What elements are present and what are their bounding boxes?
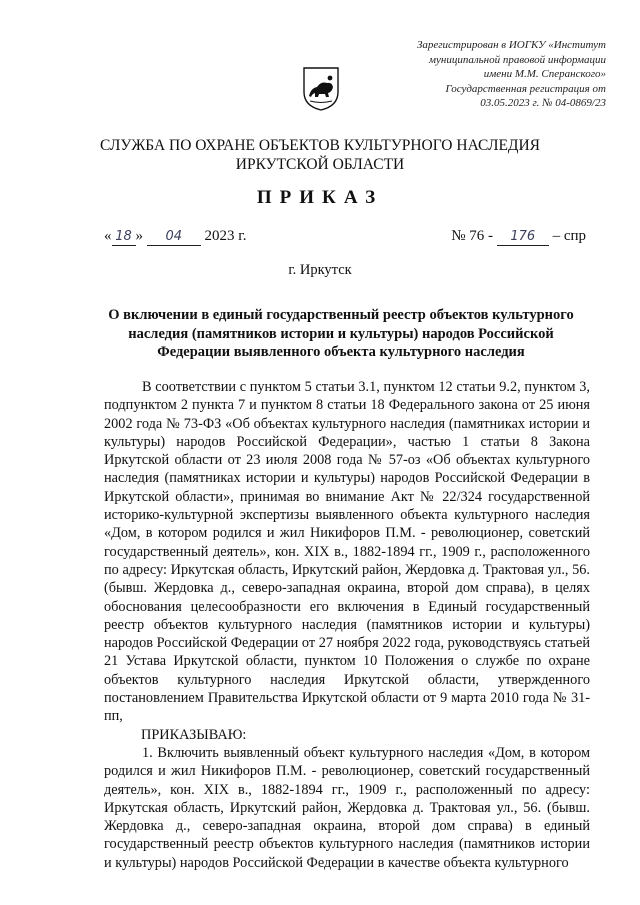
date-year: 2023 г. [204,228,247,244]
registration-line: Государственная регистрация от [445,82,606,95]
coat-of-arms-icon [302,66,340,112]
date-month: 04 [165,229,183,244]
document-number [451,228,586,246]
number-suffix: – спр [552,228,586,244]
org-line: ИРКУТСКОЙ ОБЛАСТИ [235,156,405,173]
organization-name [0,136,640,174]
quote-open: « [104,228,112,244]
registration-stamp [391,38,606,111]
number-prefix: № 76 - [451,228,494,244]
number-value: 176 [510,229,536,244]
registration-line: 03.05.2023 г. № 04-0869/23 [480,97,606,109]
document-body [104,378,590,872]
city: г. Иркутск [288,262,352,278]
document-title: О включении в единый государственный реестр объектов культурного наследия (памятников истории и культуры) народов Российской Федерации выявленного объекта культурного наследия [108,307,574,360]
document-type: ПРИКАЗ [256,187,384,208]
registration-line: Зарегистрирован в ИОГКУ «Институт [416,39,606,51]
registration-line: имени М.М. Сперанского» [483,68,606,80]
order-word: ПРИКАЗЫВАЮ: [141,726,247,743]
date-day: 18 [115,229,132,244]
document-date [104,228,246,246]
registration-line: муниципальной правовой информации [429,53,606,66]
quote-close: » [135,228,143,244]
preamble-paragraph: В соответствии с пунктом 5 статьи 3.1, пунктом 12 статьи 9.2, пунктом 3, подпунктом 2 пункта 7 и пунктом 8 статьи 18 Федерального закона от 25 июня 2002 года № 73-ФЗ «Об объектах культурного наследия (памятниках истории и культуры) народов Российской Федерации», частью 1 статьи 8 Закона Иркутской области от 23 июля 2008 года № 57-оз «Об объектах культурного наследия (памятниках истории и культуры) народов Российской Федерации в Иркутской области», принимая во внимание Акт № 22/324 государственной историко-культурной экспертизы выявленного объекта культурного наследия «Дом, в котором родился и жил Никифоров П.М. - революционер, советский государственный деятель», кон. XIX в., 1882-1894 гг., 1909 г., расположенного по адресу: Иркутская область, Иркутский район, Жердовка д. Трактовая ул., 56. (бывш. Жердовка д., северо-западная окраина, второй дом справа), в целях обоснования целесообразности его включения в Единый государственный реестр объектов культурного наследия (памятников истории и культуры) народов Российской Федерации от 27 ноября 2022 года, руководствуясь статьей 21 Устава Иркутской области, пунктом 10 Положения о службе по охране объектов культурного наследия Иркутской области, утвержденного постановлением Правительства Иркутской области от 9 марта 2010 года № 31-пп, [104,379,590,725]
org-line: СЛУЖБА ПО ОХРАНЕ ОБЪЕКТОВ КУЛЬТУРНОГО НАСЛЕДИЯ [99,137,541,154]
order-item-1: 1. Включить выявленный объект культурного наследия «Дом, в котором родился и жил Никифоров П.М. - революционер, советский государственный деятель», кон. XIX в., 1882-1894 гг., 1909 г., расположенный по адресу: Иркутская область, Иркутский район, Жердовка д. Трактовая ул., 56. (бывш. Жердовка д., северо-западная окраина, второй дом справа) в единый государственный реестр объектов культурного наследия (памятников истории и культуры) народов Российской Федерации в качестве объекта культурного [104,744,590,871]
